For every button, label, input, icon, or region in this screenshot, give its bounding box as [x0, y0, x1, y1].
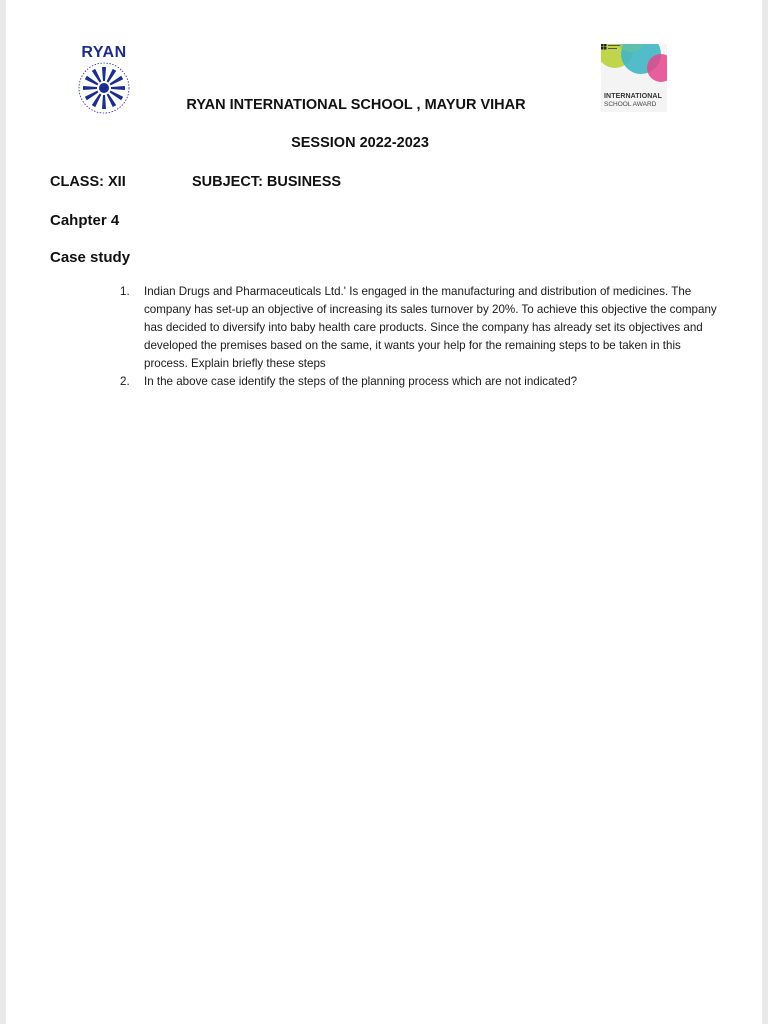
british-council-mark-icon: [601, 44, 621, 50]
school-name: RYAN INTERNATIONAL SCHOOL , MAYUR VIHAR: [186, 97, 526, 113]
award-circles-icon: [601, 44, 667, 84]
question-item: [118, 283, 724, 373]
question-text: Indian Drugs and Pharmaceuticals Ltd.' Is engaged in the manufacturing and distribution of medicines. The company has set-up an objective of increasing its sales turnover by 20%. To achieve this objective the company has decided to diversify into baby health care products. Since the company has already set its objectives and developed the premises based on the same, it wants your help for the remaining steps to be taken in this process. Explain briefly these steps: [144, 285, 717, 370]
question-item: [118, 373, 724, 391]
ryan-logo-text: RYAN: [81, 44, 127, 61]
chapter-heading: Cahpter 4: [50, 212, 120, 229]
question-number: 2.: [120, 375, 130, 388]
question-list: [118, 283, 724, 391]
question-text: In the above case identify the steps of the planning process which are not indicated?: [144, 375, 578, 388]
question-number: 1.: [120, 285, 130, 298]
document-page: [6, 0, 762, 1024]
case-study-heading: Case study: [50, 249, 131, 266]
award-subtitle: SCHOOL AWARD: [604, 101, 657, 108]
session-year: SESSION 2022-2023: [291, 135, 429, 151]
award-title: INTERNATIONAL: [604, 93, 662, 100]
subject-label: SUBJECT: BUSINESS: [192, 174, 342, 190]
class-label: CLASS: XII: [50, 174, 126, 190]
